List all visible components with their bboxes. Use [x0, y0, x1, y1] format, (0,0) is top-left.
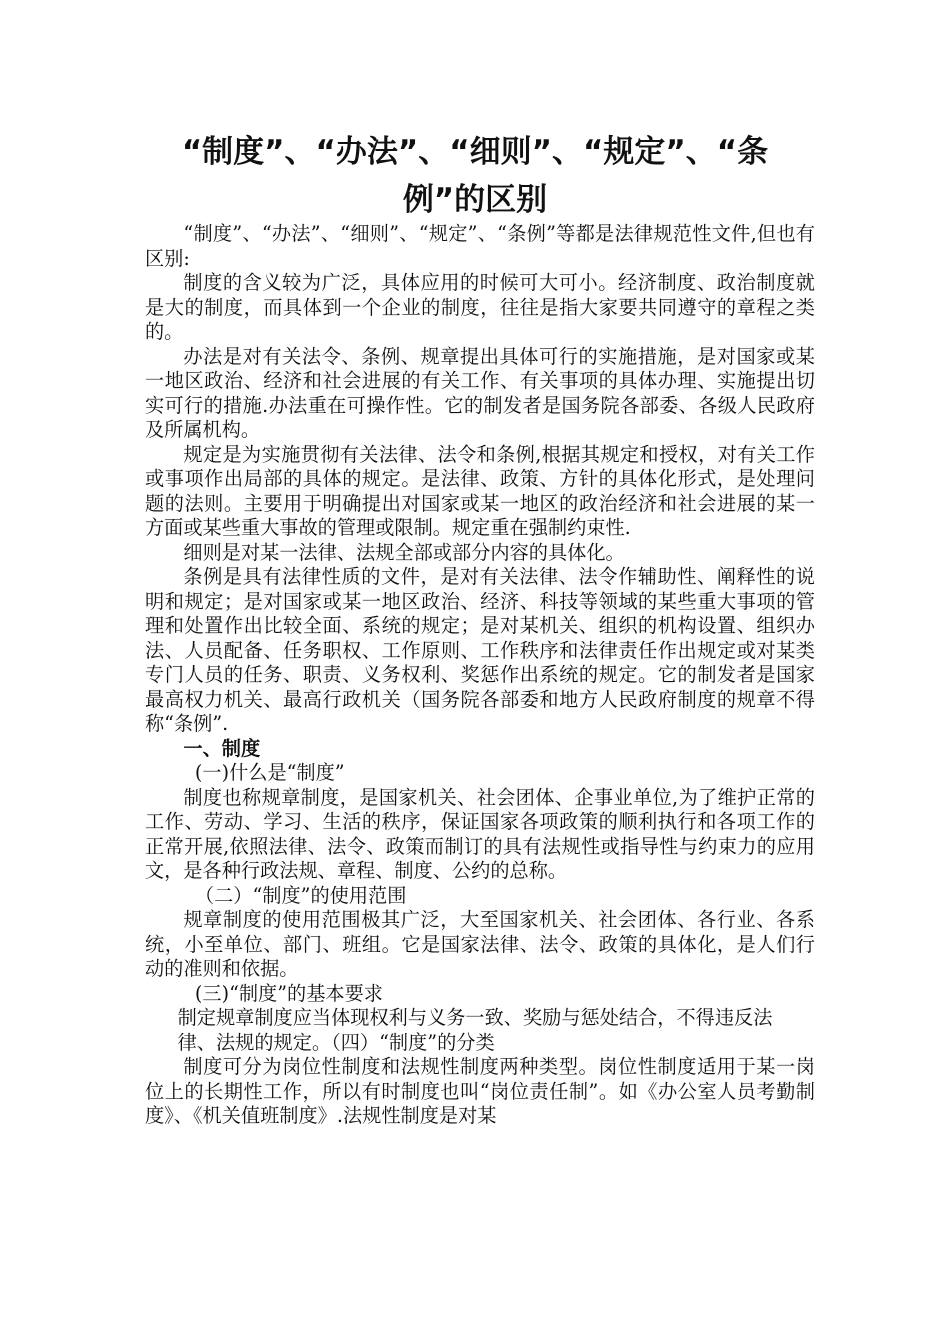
body-paragraph: 制度可分为岗位性制度和法规性制度两种类型。岗位性制度适用于某一岗位上的长期性工作，所以有时制度也叫“岗位责任制”。如《办公室人员考勤制度》、《机关值班制度》.法规性制度是对某 — [145, 1055, 815, 1127]
subsection-heading: (一)什么是“制度” — [194, 761, 345, 784]
body-paragraph: 条例是具有法律性质的文件，是对有关法律、法令作辅助性、阐释性的说明和规定；是对国家或某一地区政治、经济、科技等领域的某些重大事项的管理和处置作出比较全面、系统的规定；是对某机关、组织的机构设置、组织办法、人员配备、任务职权、工作原则、工作秩序和法律责任作出规定或对某类专门人员的任务、职责、义务权利、奖惩作出系统的规定。它的制发者是国家最高权力机关、最高行政机关（国务院各部委和地方人民政府制度的规章不得称“条例”. — [145, 565, 815, 735]
body-paragraph: 制度也称规章制度，是国家机关、社会团体、企事业单位,为了维护正常的工作、劳动、学习、生活的秩序，保证国家各项政策的顺利执行和各项工作的正常开展,依照法律、法令、政策而制订的具有法规性或指导性与约束力的应用文，是各种行政法规、章程、制度、公约的总称。 — [145, 785, 815, 882]
subsection-heading: （二）“制度”的使用范围 — [194, 883, 407, 907]
body-paragraph: 制度的含义较为广泛，具体应用的时候可大可小。经济制度、政治制度就是大的制度，而具体到一个企业的制度，往往是指大家要共同遵守的章程之类的。 — [145, 271, 815, 343]
body-paragraph: 细则是对某一法律、法规全部或部分内容的具体化。 — [183, 540, 625, 564]
body-paragraph: 规定是为实施贯彻有关法律、法令和条例,根据其规定和授权，对有关工作或事项作出局部的具体的规定。是法律、政策、方针的具体化形式，是处理问题的法则。主要用于明确提出对国家或某一地区的政治经济和社会进展的某一方面或某些重大事故的管理或限制。规定重在强制约束性. — [145, 442, 815, 539]
body-paragraph: “制度”、“办法”、“细则”、“规定”、“条例”等都是法律规范性文件,但也有区别: — [145, 222, 815, 270]
subsection-heading: (三)“制度”的基本要求 — [194, 981, 383, 1005]
body-paragraph: 办法是对有关法令、条例、规章提出具体可行的实施措施，是对国家或某一地区政治、经济和社会进展的有关工作、有关事项的具体办理、实施提出切实可行的措施.办法重在可操作性。它的制发者是国务院各部委、各级人民政府及所属机构。 — [145, 344, 815, 441]
document-title-line-2: 例”的区别 — [402, 182, 548, 218]
body-paragraph: 规章制度的使用范围极其广泛，大至国家机关、社会团体、各行业、各系统，小至单位、部门、班组。它是国家法律、法令、政策的具体化，是人们行动的准则和依据。 — [145, 908, 815, 980]
section-heading: 一、制度 — [183, 736, 261, 760]
document-body — [145, 222, 815, 1129]
body-paragraph: 制定规章制度应当体现权利与义务一致、奖励与惩处结合，不得违反法律、法规的规定。（四）“制度”的分类 — [177, 1006, 773, 1054]
document-title-line-1: “制度”、“办法”、“细则”、“规定”、“条 — [181, 134, 769, 170]
